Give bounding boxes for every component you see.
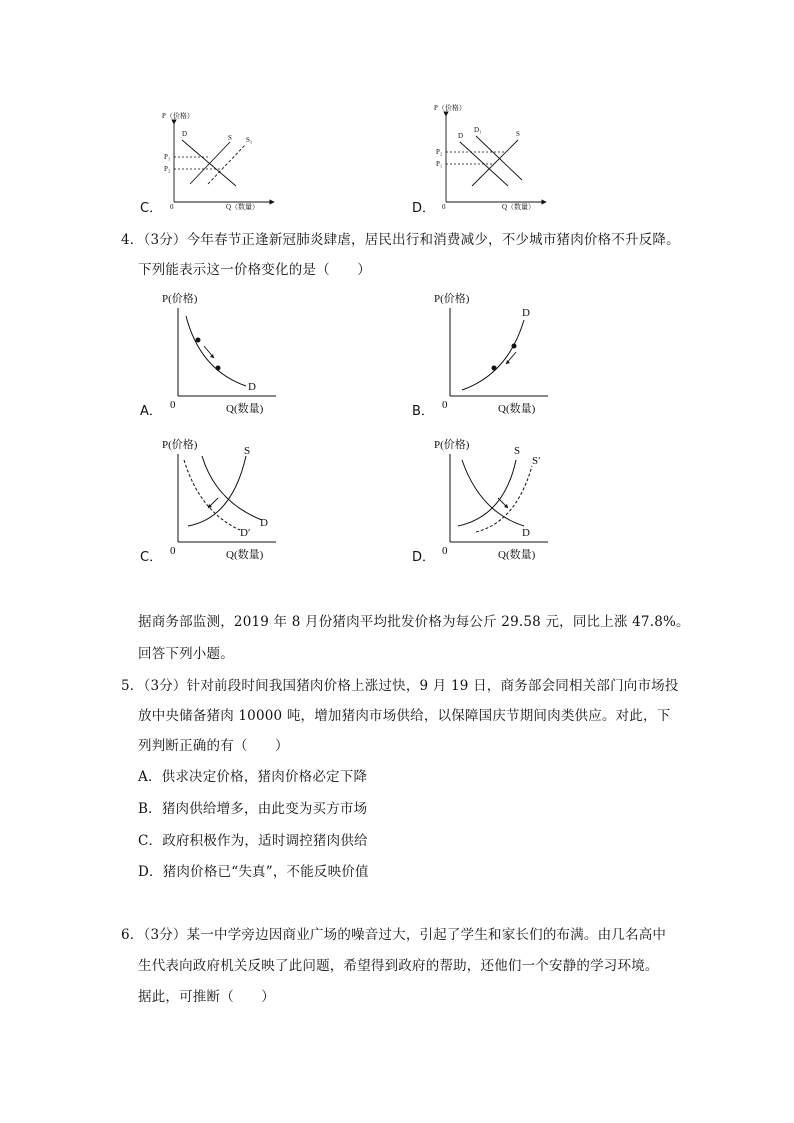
q6-stem-line3: 据此，可推断（ ）: [138, 989, 275, 1005]
context-line2: 回答下列小题。: [138, 646, 234, 662]
p2-label: P₂: [164, 165, 171, 173]
curve-s-label: S: [228, 134, 232, 142]
origin-label: 0: [170, 399, 176, 411]
origin-label: 0: [442, 399, 448, 411]
y-axis-label: P(价格): [434, 439, 470, 451]
q5-stem-line3: 列判断正确的有（ ）: [138, 738, 289, 754]
supply-curve: [458, 460, 516, 526]
q5-stem-line2: 放中央储备猪肉 10000 吨，增加猪肉市场供给，以保障国庆节期间肉类供应。对此，下: [138, 708, 671, 724]
graph-q4-b: [432, 290, 552, 416]
curve-s-prime-label: S′: [532, 455, 541, 467]
option-c-label: C．: [140, 550, 163, 565]
demand-curve: [462, 320, 524, 390]
q5-option-b[interactable]: B．猪肉供给增多，由此变为买方市场: [138, 801, 368, 817]
q6-stem-line2: 生代表向政府机关反映了此问题，希望得到政府的帮助，还他们一个安静的学习环境。: [138, 958, 659, 974]
y-axis-label: P(价格): [162, 439, 198, 451]
p1-label: P₁: [164, 153, 171, 161]
curve-s1-label: S₁: [246, 136, 253, 144]
x-axis-label: Q(数量): [226, 549, 264, 561]
q6-stem-line1: 6．（3分）某一中学旁边因商业广场的噪音过大，引起了学生和家长们的布满。由几名高中: [121, 927, 667, 943]
curve-d-prime-label: D′: [240, 527, 251, 539]
option-d-label-top: D．: [412, 201, 436, 216]
curve-s-label: S: [514, 445, 521, 457]
graph-q4-a: [160, 290, 280, 416]
demand-curve: [182, 140, 236, 186]
demand-curve: [186, 316, 246, 386]
curve-d-label: D: [522, 527, 530, 539]
x-axis-label: Q(数量): [226, 403, 264, 415]
demand-curve: [202, 456, 262, 520]
context-line1: 据商务部监测，2019 年 8 月份猪肉平均批发价格为每公斤 29.58 元，同比上涨 47.8%。: [138, 614, 690, 630]
y-axis-label: P（价格）: [434, 104, 466, 112]
origin-label: 0: [170, 545, 176, 557]
graph-q4-d: [432, 436, 552, 562]
origin-label: 0: [170, 203, 174, 211]
curve-d-label: D: [458, 132, 464, 140]
curve-d-label: D: [248, 381, 256, 393]
supply-curve: [190, 142, 230, 184]
q5-stem-line1: 5．（3分）针对前段时间我国猪肉价格上涨过快，9 月 19 日，商务部会同相关部门向市场投: [121, 678, 679, 694]
q4-stem-line1: 4．（3分）今年春节正逢新冠肺炎肆虐，居民出行和消费减少，不少城市猪肉价格不升反降。: [121, 232, 680, 248]
x-axis-label: Q(数量): [498, 549, 536, 561]
curve-d-label: D: [522, 307, 530, 319]
option-b-label: B．: [412, 404, 434, 419]
demand-curve: [462, 460, 524, 526]
y-axis-label: P（价格）: [162, 112, 194, 120]
supply-curve: [472, 140, 518, 186]
x-axis-label: Q（数量）: [226, 203, 260, 211]
q5-option-a[interactable]: A．供求决定价格，猪肉价格必定下降: [138, 769, 368, 785]
q5-option-d[interactable]: D．猪肉价格已“失真”，不能反映价值: [138, 864, 369, 880]
x-axis-label: Q（数量）: [502, 203, 536, 211]
y-axis-label: P(价格): [434, 293, 470, 305]
p2-label: P₂: [436, 148, 443, 156]
graph-q4-c: [160, 436, 280, 562]
curve-d1-label: D₁: [474, 126, 482, 134]
q4-stem-line2: 下列能表示这一价格变化的是（ ）: [138, 262, 371, 278]
graph-top-c: [160, 108, 275, 213]
curve-s-label: S: [244, 445, 251, 457]
curve-d-label: D: [182, 130, 188, 138]
option-c-label-top: C．: [140, 201, 163, 216]
origin-label: 0: [442, 545, 448, 557]
y-axis-label: P(价格): [162, 293, 198, 305]
graph-top-d: [432, 100, 547, 213]
p1-label: P₁: [436, 160, 443, 168]
curve-d-label: D: [260, 517, 268, 529]
q5-option-c[interactable]: C．政府积极作为，适时调控猪肉供给: [138, 833, 368, 849]
origin-label: 0: [442, 203, 446, 211]
option-d-label: D．: [412, 550, 436, 565]
option-a-label: A．: [140, 404, 162, 419]
supply-curve-shifted: [476, 466, 532, 532]
curve-s-label: S: [516, 130, 520, 138]
x-axis-label: Q(数量): [498, 403, 536, 415]
